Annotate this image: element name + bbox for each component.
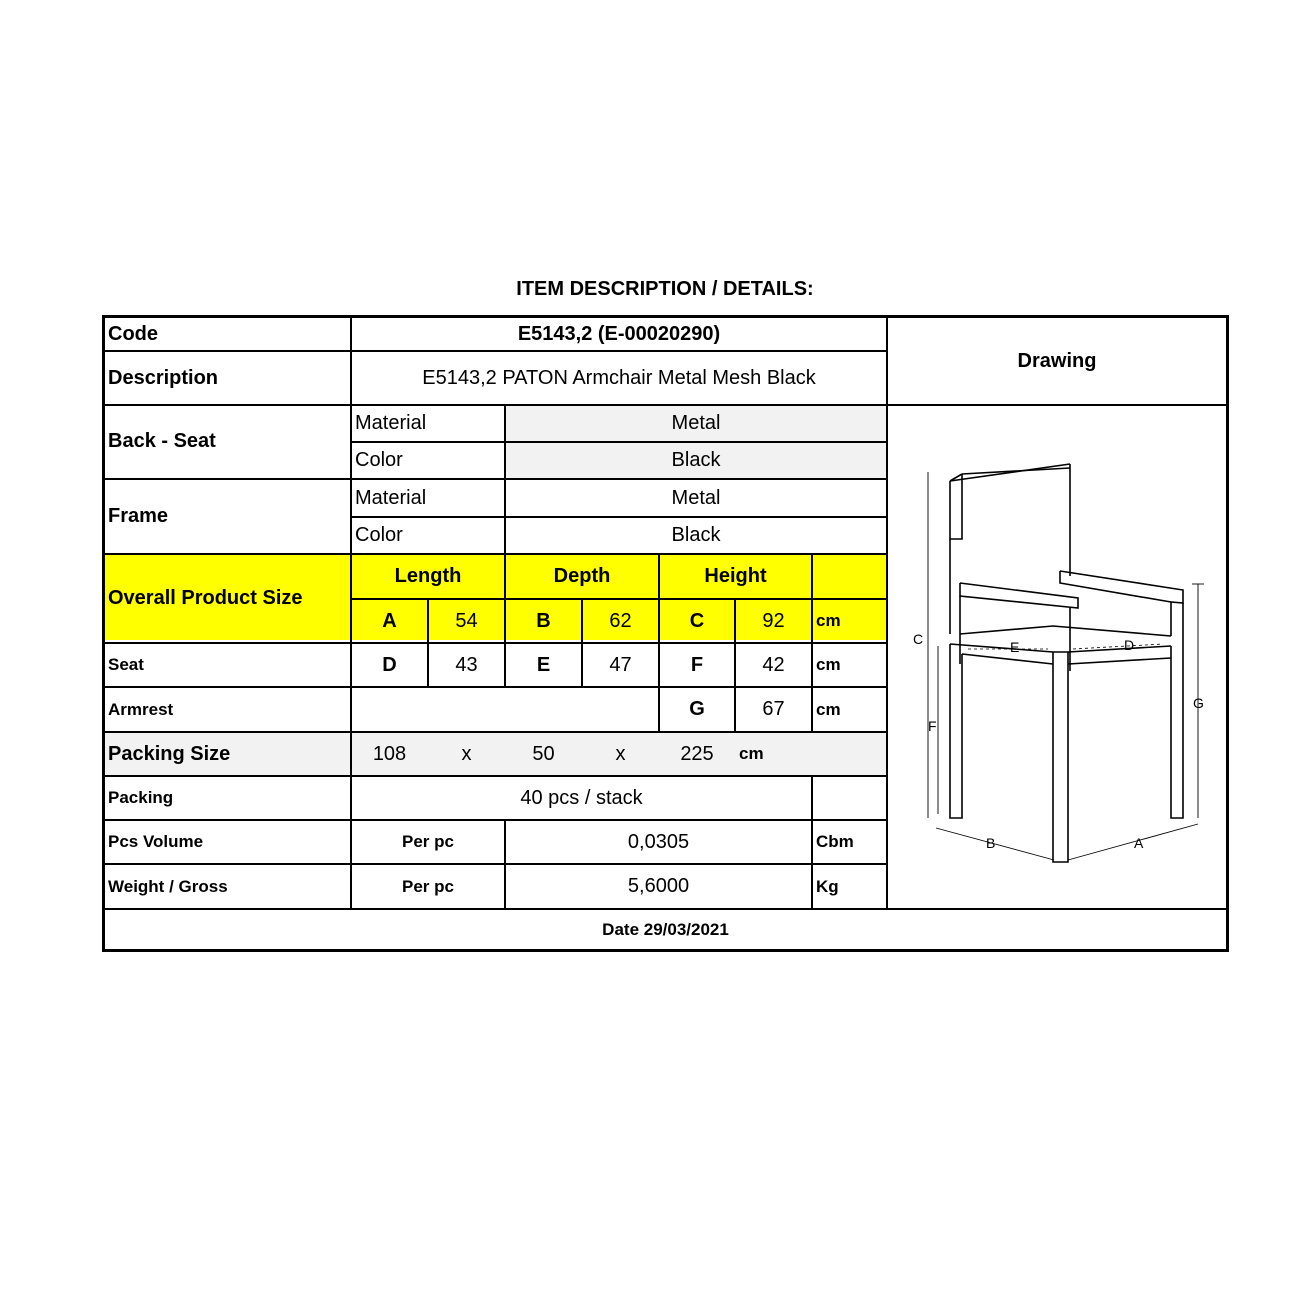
- packing-size-label: Packing Size: [108, 742, 231, 765]
- dimension-c-value: 92: [762, 609, 785, 632]
- packing-value: 40 pcs / stack: [520, 786, 643, 809]
- drawing-letter-b: B: [986, 835, 996, 851]
- page-title: ITEM DESCRIPTION / DETAILS:: [516, 278, 814, 300]
- drawing-letter-f: F: [928, 718, 937, 734]
- dimension-d-value: 43: [455, 653, 478, 676]
- overall-size-label: Overall Product Size: [108, 587, 303, 609]
- armrest-unit: cm: [816, 699, 841, 719]
- dimension-f-label: F: [690, 653, 704, 676]
- drawing-letter-c: C: [913, 631, 924, 647]
- frame-label: Frame: [108, 505, 169, 527]
- drawing-letter-d: D: [1124, 637, 1135, 653]
- description-label: Description: [108, 367, 219, 389]
- packing-size-x2: x: [615, 742, 626, 765]
- seat-label: Seat: [108, 655, 144, 674]
- dimension-g-value: 67: [762, 698, 785, 720]
- seat-unit: cm: [816, 655, 841, 674]
- weight-unit: Kg: [816, 876, 839, 896]
- dimension-c-label: C: [689, 609, 705, 632]
- pcs-volume-label: Pcs Volume: [108, 832, 204, 851]
- overall-unit: cm: [816, 611, 841, 630]
- description-value: E5143,2 PATON Armchair Metal Mesh Black: [422, 367, 816, 389]
- date-footer: Date 29/03/2021: [602, 919, 729, 939]
- dimension-e-value: 47: [609, 653, 632, 676]
- dimension-f-value: 42: [762, 653, 785, 676]
- dimension-a-label: A: [382, 609, 397, 632]
- dimension-b-label: B: [536, 609, 551, 632]
- frame-color-value: Black: [671, 524, 721, 546]
- packing-size-length: 108: [372, 742, 407, 765]
- drawing-letter-a: A: [1134, 835, 1144, 851]
- code-label: Code: [108, 323, 158, 345]
- weight-value: 5,6000: [627, 875, 690, 897]
- depth-header: Depth: [553, 565, 611, 587]
- drawing-letter-e: E: [1010, 639, 1020, 655]
- packing-size-width: 50: [532, 742, 555, 765]
- item-details-table: [102, 315, 1229, 952]
- packing-label: Packing: [108, 788, 174, 807]
- armrest-label: Armrest: [108, 699, 174, 719]
- frame-material-label: Material: [355, 487, 427, 509]
- packing-size-x1: x: [461, 742, 472, 765]
- pcs-volume-unit: Cbm: [816, 832, 854, 851]
- frame-color-label: Color: [355, 524, 403, 546]
- height-header: Height: [704, 565, 767, 587]
- dimension-b-value: 62: [609, 609, 632, 632]
- packing-size-unit: cm: [739, 744, 764, 763]
- pcs-volume-per: Per pc: [402, 832, 454, 851]
- dimension-g-label: G: [689, 698, 705, 720]
- back-seat-color-value: Black: [671, 449, 721, 471]
- dimension-d-label: D: [382, 653, 397, 676]
- code-value: E5143,2 (E-00020290): [517, 323, 721, 345]
- chair-drawing: [888, 406, 1226, 908]
- weight-per: Per pc: [402, 876, 454, 896]
- dimension-e-label: E: [536, 653, 551, 676]
- drawing-letter-g: G: [1193, 695, 1204, 711]
- back-seat-material-value: Metal: [671, 412, 721, 434]
- packing-size-height: 225: [680, 742, 714, 765]
- pcs-volume-value: 0,0305: [627, 830, 690, 853]
- length-header: Length: [394, 565, 462, 587]
- frame-material-value: Metal: [671, 487, 721, 509]
- back-seat-color-label: Color: [355, 449, 403, 471]
- dimension-a-value: 54: [455, 609, 478, 632]
- back-seat-label: Back - Seat: [108, 430, 216, 452]
- drawing-label: Drawing: [1017, 349, 1097, 372]
- back-seat-material-label: Material: [355, 412, 427, 434]
- weight-label: Weight / Gross: [108, 876, 228, 896]
